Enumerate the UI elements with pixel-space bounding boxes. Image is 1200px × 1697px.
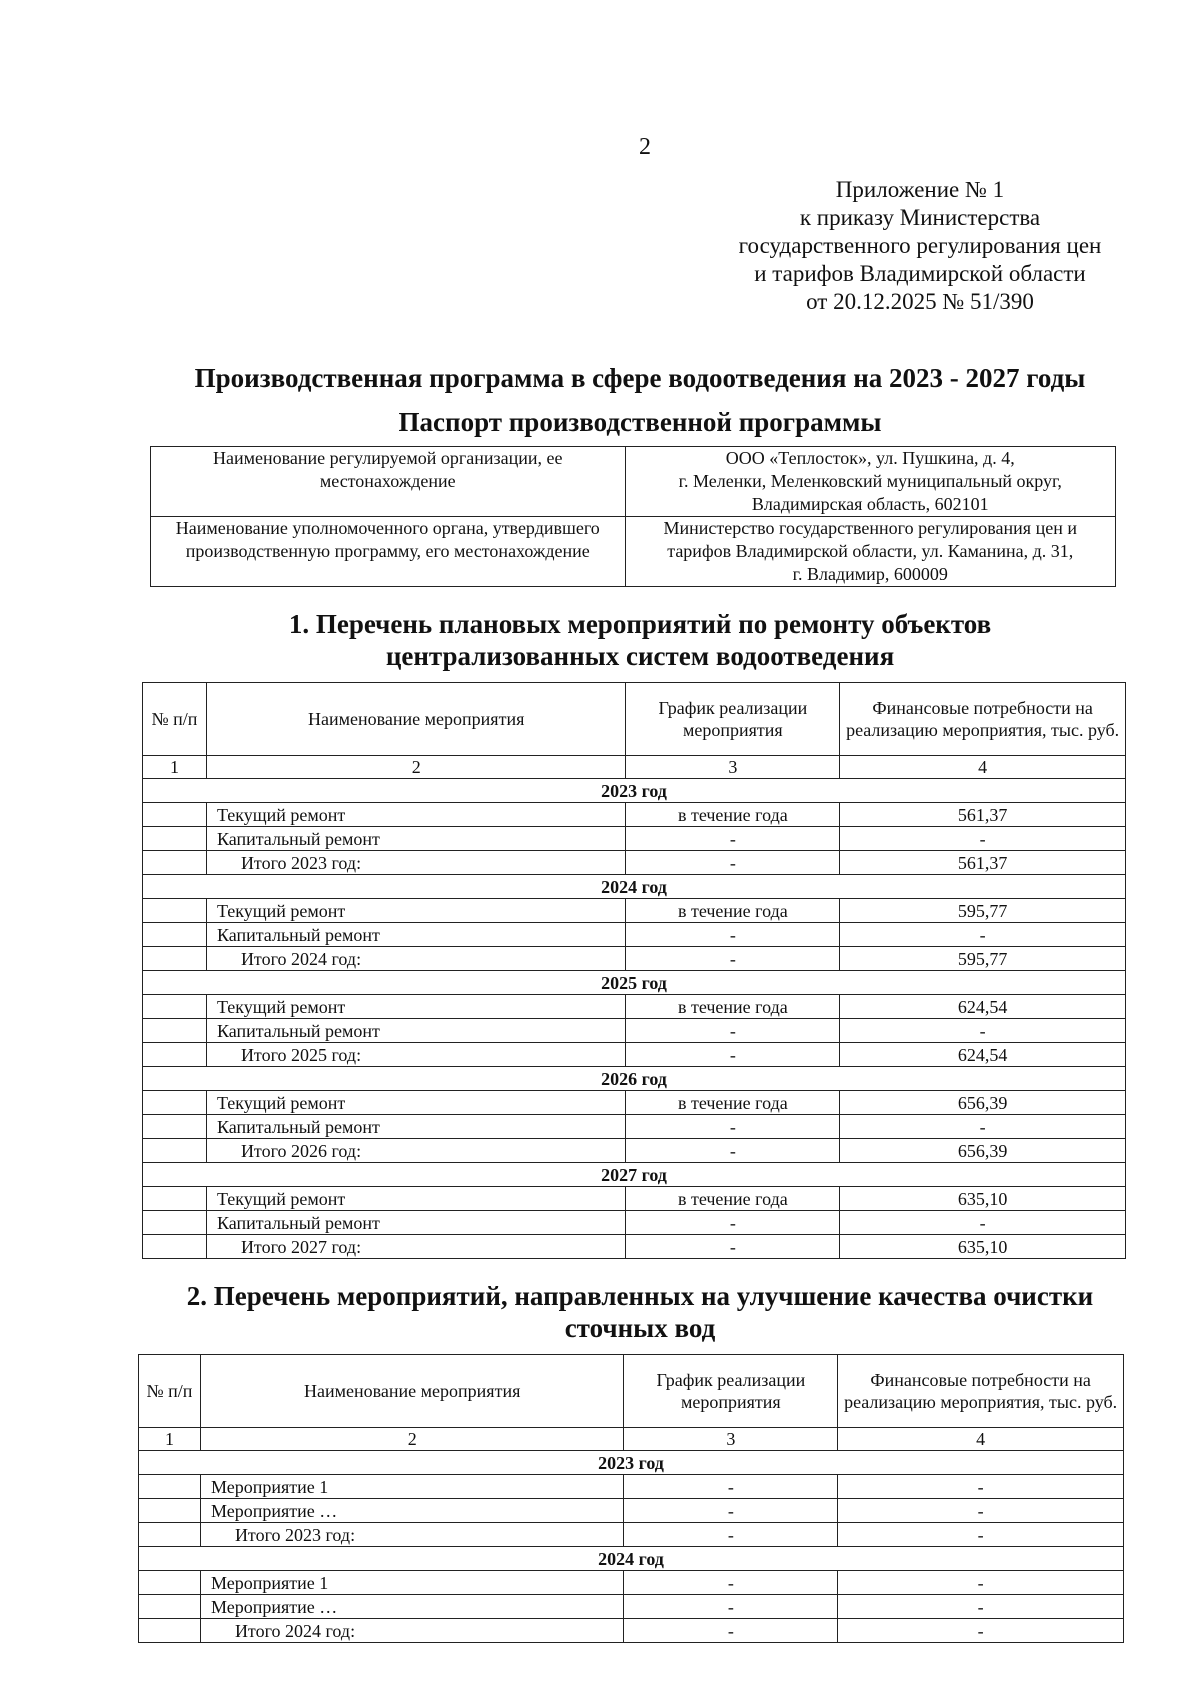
row-number-cell <box>139 1571 201 1595</box>
row-number-cell <box>143 1211 207 1235</box>
measure-schedule: в течение года <box>626 899 840 923</box>
measure-amount: 595,77 <box>840 947 1126 971</box>
section2-heading-line: сточных вод <box>564 1313 716 1343</box>
row-number-cell <box>139 1523 201 1547</box>
table-row <box>143 1211 1126 1235</box>
passport-value <box>625 517 1115 587</box>
table-row <box>143 827 1126 851</box>
total-row <box>143 851 1126 875</box>
table-row <box>139 1571 1124 1595</box>
measure-schedule: - <box>626 1043 840 1067</box>
measure-amount: 656,39 <box>840 1139 1126 1163</box>
measure-amount: 561,37 <box>840 851 1126 875</box>
measure-name: Итого 2023 год: <box>206 851 626 875</box>
table-row <box>139 1499 1124 1523</box>
passport-value-line: ООО «Теплосток», ул. Пушкина, д. 4, <box>725 448 1015 468</box>
appendix-line: к приказу Министерства <box>799 205 1041 230</box>
year-row <box>139 1547 1124 1571</box>
section2-heading-line: 2. Перечень мероприятий, направленных на улучшение качества очистки <box>186 1281 1094 1311</box>
row-number-cell <box>143 1187 207 1211</box>
passport-value-line: Министерство государственного регулирования цен и <box>663 518 1077 538</box>
measure-amount: - <box>840 1115 1126 1139</box>
measure-schedule: - <box>624 1475 838 1499</box>
column-header: № п/п <box>139 1355 201 1428</box>
measure-schedule: - <box>624 1499 838 1523</box>
table-row <box>143 899 1126 923</box>
measure-name: Итого 2023 год: <box>200 1523 624 1547</box>
measure-amount: 561,37 <box>840 803 1126 827</box>
column-header: Наименование мероприятия <box>200 1355 624 1428</box>
table-row <box>143 923 1126 947</box>
year-row <box>143 875 1126 899</box>
measure-name: Капитальный ремонт <box>206 1115 626 1139</box>
passport-value <box>625 447 1115 517</box>
measure-amount: 624,54 <box>840 995 1126 1019</box>
measure-name: Капитальный ремонт <box>206 827 626 851</box>
row-number-cell <box>139 1619 201 1643</box>
column-number: 1 <box>139 1428 201 1451</box>
appendix-line: Приложение № 1 <box>835 177 1005 202</box>
row-number-cell <box>143 1043 207 1067</box>
measure-amount: - <box>840 1019 1126 1043</box>
column-number: 2 <box>200 1428 624 1451</box>
passport-heading: Паспорт производственной программы <box>398 407 882 437</box>
appendix-line: от 20.12.2025 № 51/390 <box>806 289 1034 314</box>
row-number-cell <box>143 803 207 827</box>
repair-plan-table <box>142 682 1126 1259</box>
year-row <box>143 971 1126 995</box>
year-label: 2023 год <box>139 1451 1124 1475</box>
year-label: 2023 год <box>143 779 1126 803</box>
measure-name: Капитальный ремонт <box>206 1019 626 1043</box>
table-row <box>139 1475 1124 1499</box>
passport-row <box>151 447 1116 517</box>
measure-name: Текущий ремонт <box>206 995 626 1019</box>
column-header: Финансовые потребности на реализацию мероприятия, тыс. руб. <box>838 1355 1124 1428</box>
row-number-cell <box>143 947 207 971</box>
column-number: 3 <box>624 1428 838 1451</box>
total-row <box>143 1043 1126 1067</box>
measure-amount: 656,39 <box>840 1091 1126 1115</box>
table-row <box>143 995 1126 1019</box>
measure-amount: - <box>838 1571 1124 1595</box>
table-row <box>143 803 1126 827</box>
passport-row <box>151 517 1116 587</box>
measure-name: Итого 2024 год: <box>200 1619 624 1643</box>
column-header: График реализации мероприятия <box>624 1355 838 1428</box>
table-row <box>143 1091 1126 1115</box>
column-number: 1 <box>143 756 207 779</box>
column-header: Финансовые потребности на реализацию мероприятия, тыс. руб. <box>840 683 1126 756</box>
row-number-cell <box>143 995 207 1019</box>
year-row <box>143 1067 1126 1091</box>
appendix-line: и тарифов Владимирской области <box>754 261 1086 286</box>
measure-amount: 635,10 <box>840 1187 1126 1211</box>
appendix-block <box>700 176 1140 316</box>
measure-amount: - <box>838 1523 1124 1547</box>
appendix-line: государственного регулирования цен <box>738 233 1102 258</box>
measure-name: Мероприятие 1 <box>200 1475 624 1499</box>
table-row <box>143 1019 1126 1043</box>
measure-amount: - <box>838 1619 1124 1643</box>
table-row <box>143 1187 1126 1211</box>
row-number-cell <box>143 899 207 923</box>
measure-name: Итого 2025 год: <box>206 1043 626 1067</box>
column-number-row <box>143 756 1126 779</box>
passport-value-line: г. Меленки, Меленковский муниципальный округ, <box>678 471 1062 491</box>
row-number-cell <box>143 1139 207 1163</box>
measure-schedule: - <box>626 1211 840 1235</box>
column-number: 2 <box>206 756 626 779</box>
row-number-cell <box>139 1475 201 1499</box>
year-label: 2025 год <box>143 971 1126 995</box>
measure-schedule: - <box>624 1523 838 1547</box>
year-row <box>143 1163 1126 1187</box>
column-number-row <box>139 1428 1124 1451</box>
section1-heading <box>140 608 1140 672</box>
measure-name: Капитальный ремонт <box>206 923 626 947</box>
measure-name: Итого 2027 год: <box>206 1235 626 1259</box>
row-number-cell <box>143 1019 207 1043</box>
measure-name: Мероприятие … <box>200 1499 624 1523</box>
row-number-cell <box>143 1091 207 1115</box>
measure-schedule: - <box>624 1571 838 1595</box>
measure-amount: 595,77 <box>840 899 1126 923</box>
column-number: 4 <box>840 756 1126 779</box>
measure-name: Итого 2026 год: <box>206 1139 626 1163</box>
section2-heading <box>140 1280 1140 1344</box>
measure-amount: - <box>838 1595 1124 1619</box>
row-number-cell <box>143 851 207 875</box>
table-row <box>143 1115 1126 1139</box>
measure-schedule: - <box>626 827 840 851</box>
total-row <box>139 1619 1124 1643</box>
year-label: 2027 год <box>143 1163 1126 1187</box>
measure-name: Текущий ремонт <box>206 803 626 827</box>
measure-name: Текущий ремонт <box>206 899 626 923</box>
year-label: 2024 год <box>143 875 1126 899</box>
row-number-cell <box>143 1115 207 1139</box>
section1-heading-line: централизованных систем водоотведения <box>385 641 895 671</box>
year-row <box>139 1451 1124 1475</box>
column-header: № п/п <box>143 683 207 756</box>
document-title: Производственная программа в сфере водоотведения на 2023 - 2027 годы <box>194 363 1086 393</box>
total-row <box>143 1139 1126 1163</box>
measure-name: Капитальный ремонт <box>206 1211 626 1235</box>
measure-name: Мероприятие … <box>200 1595 624 1619</box>
column-header: График реализации мероприятия <box>626 683 840 756</box>
measure-name: Мероприятие 1 <box>200 1571 624 1595</box>
measure-amount: - <box>840 923 1126 947</box>
row-number-cell <box>139 1595 201 1619</box>
measure-schedule: в течение года <box>626 1091 840 1115</box>
measure-amount: - <box>838 1475 1124 1499</box>
total-row <box>143 1235 1126 1259</box>
measure-name: Текущий ремонт <box>206 1187 626 1211</box>
total-row <box>143 947 1126 971</box>
measure-amount: 635,10 <box>840 1235 1126 1259</box>
measure-amount: 624,54 <box>840 1043 1126 1067</box>
passport-value-line: Владимирская область, 602101 <box>751 494 989 514</box>
year-label: 2026 год <box>143 1067 1126 1091</box>
treatment-measures-table <box>138 1354 1124 1643</box>
total-row <box>139 1523 1124 1547</box>
year-label: 2024 год <box>139 1547 1124 1571</box>
measure-schedule: - <box>626 923 840 947</box>
table-header-row <box>143 683 1126 756</box>
passport-table <box>150 446 1116 587</box>
row-number-cell <box>143 1235 207 1259</box>
page-number: 2 <box>639 134 651 160</box>
measure-schedule: в течение года <box>626 803 840 827</box>
measure-schedule: - <box>626 1235 840 1259</box>
column-number: 3 <box>626 756 840 779</box>
passport-label: Наименование регулируемой организации, ее местонахождение <box>151 447 626 517</box>
measure-schedule: в течение года <box>626 1187 840 1211</box>
table-header-row <box>139 1355 1124 1428</box>
measure-schedule: - <box>624 1619 838 1643</box>
passport-label: Наименование уполномоченного органа, утвердившего производственную программу, его местонахождение <box>151 517 626 587</box>
measure-name: Итого 2024 год: <box>206 947 626 971</box>
measure-amount: - <box>838 1499 1124 1523</box>
measure-schedule: - <box>626 851 840 875</box>
year-row <box>143 779 1126 803</box>
measure-schedule: - <box>624 1595 838 1619</box>
measure-schedule: - <box>626 1115 840 1139</box>
table-row <box>139 1595 1124 1619</box>
measure-amount: - <box>840 827 1126 851</box>
passport-value-line: г. Владимир, 600009 <box>792 564 948 584</box>
section1-heading-line: 1. Перечень плановых мероприятий по ремонту объектов <box>288 609 992 639</box>
row-number-cell <box>143 923 207 947</box>
passport-value-line: тарифов Владимирской области, ул. Каманина, д. 31, <box>667 541 1074 561</box>
column-number: 4 <box>838 1428 1124 1451</box>
measure-schedule: в течение года <box>626 995 840 1019</box>
row-number-cell <box>143 827 207 851</box>
column-header: Наименование мероприятия <box>206 683 626 756</box>
row-number-cell <box>139 1499 201 1523</box>
measure-amount: - <box>840 1211 1126 1235</box>
measure-schedule: - <box>626 947 840 971</box>
measure-name: Текущий ремонт <box>206 1091 626 1115</box>
measure-schedule: - <box>626 1019 840 1043</box>
measure-schedule: - <box>626 1139 840 1163</box>
